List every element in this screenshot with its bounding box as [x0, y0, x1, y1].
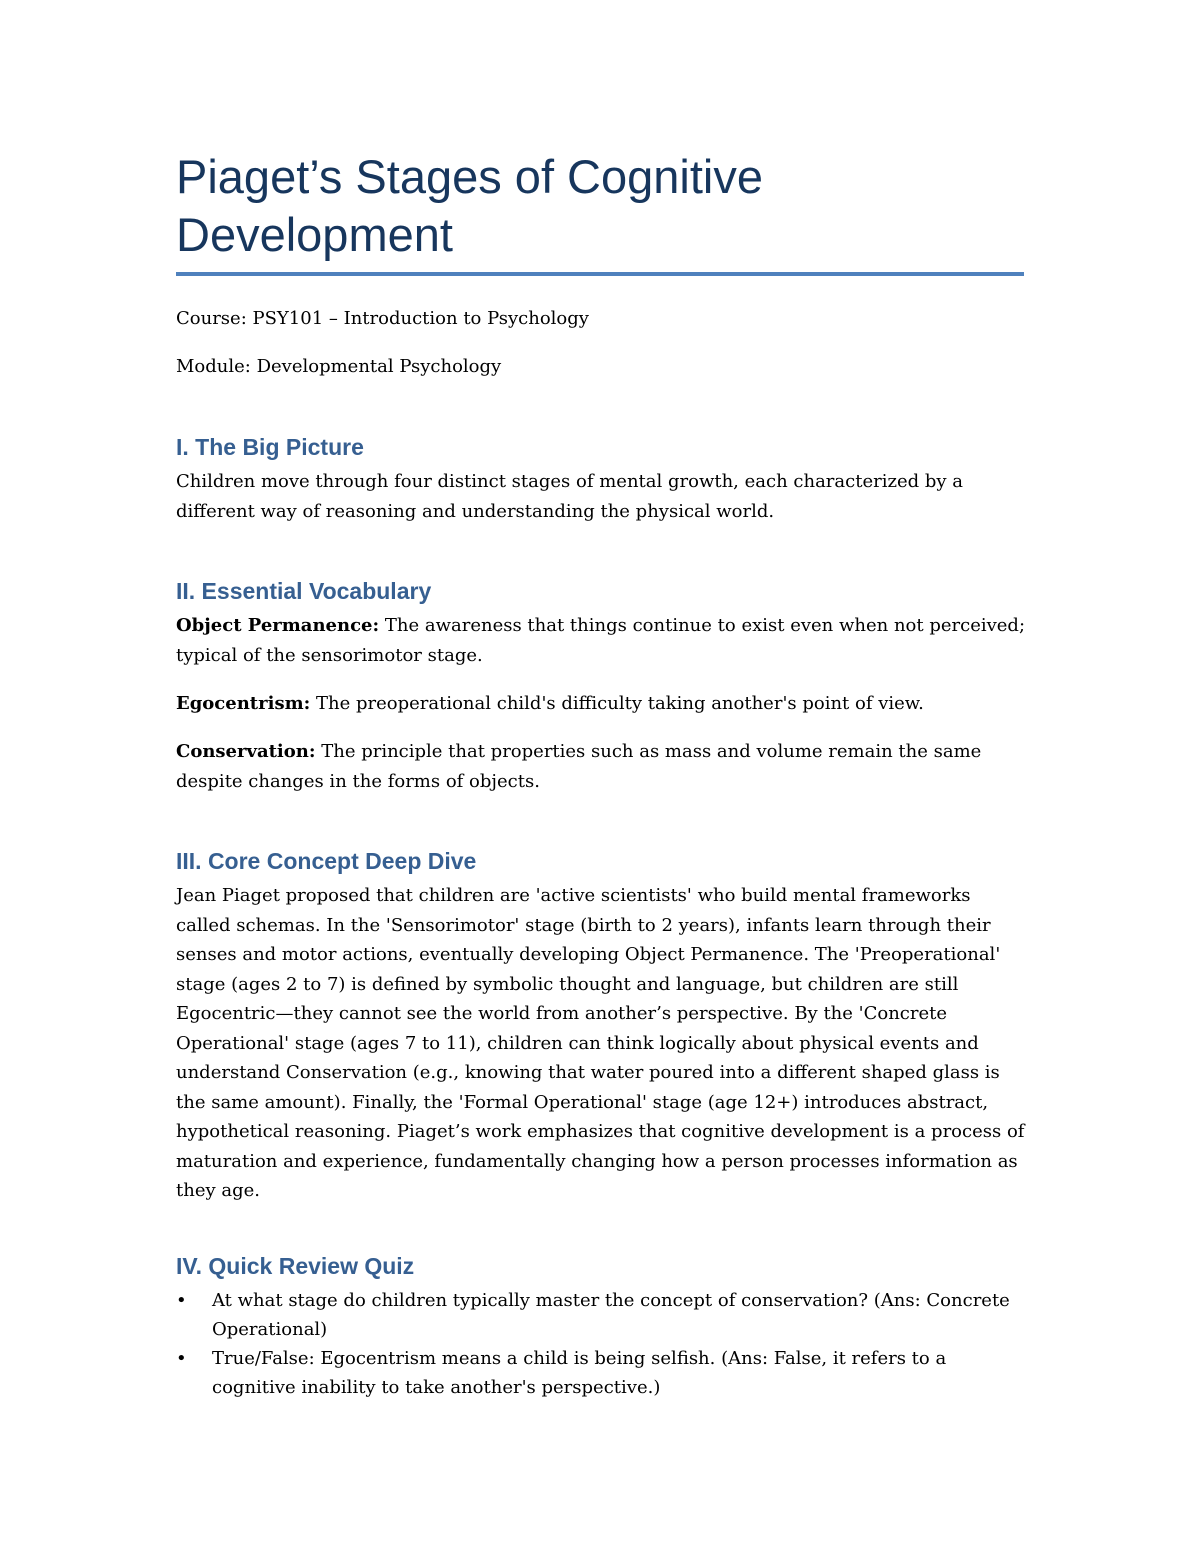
section-heading-quiz: IV. Quick Review Quiz	[176, 1253, 415, 1279]
course-line: Course: PSY101 – Introduction to Psychology	[176, 308, 589, 329]
vocab-definition: The principle that properties such as mass and volume remain the same despite changes in the forms of objects.	[176, 741, 982, 792]
vocab-definition: The awareness that things continue to exist even when not perceived; typical of the sensorimotor stage.	[176, 615, 1026, 666]
quiz-item	[176, 1344, 1026, 1402]
title-underline	[176, 272, 1024, 276]
vocab-entry-egocentrism	[176, 689, 1026, 719]
vocab-term: Conservation:	[176, 741, 316, 762]
document-title: Piaget’s Stages of Cognitive Development	[176, 150, 763, 261]
vocab-entry-object-permanence	[176, 611, 1026, 670]
big-picture-text: Children move through four distinct stages of mental growth, each characterized by a different way of reasoning and understanding the physical world.	[176, 471, 963, 522]
section-heading-vocabulary: II. Essential Vocabulary	[176, 578, 432, 604]
vocab-term: Egocentrism:	[176, 693, 311, 714]
deep-dive-text: Jean Piaget proposed that children are 'active scientists' who build mental frameworks called schemas. In the 'Sensorimotor' stage (birth to 2 years), infants learn through their senses and motor actions, eventually developing Object Permanence. The 'Preoperational' stage (ages 2 to 7) is defined by symbolic thought and language, but children are still Egocentric—they cannot see the world from another’s perspective. By the 'Concrete Operational' stage (ages 7 to 11), children can think logically about physical events and understand Conservation (e.g., knowing that water poured into a different shaped glass is the same amount). Finally, the 'Formal Operational' stage (age 12+) introduces abstract, hypothetical reasoning. Piaget’s work emphasizes that cognitive development is a process of maturation and experience, fundamentally changing how a person processes information as they age.	[176, 885, 1025, 1201]
quiz-question: At what stage do children typically master the concept of conservation? (Ans: Concrete Operational)	[212, 1290, 1010, 1340]
section-heading-big-picture: I. The Big Picture	[176, 434, 364, 460]
quiz-item	[176, 1286, 1026, 1344]
vocab-entry-conservation	[176, 737, 1026, 796]
bullet-icon: •	[176, 1348, 187, 1369]
vocab-definition: The preoperational child's difficulty taking another's point of view.	[310, 693, 924, 714]
quiz-question: True/False: Egocentrism means a child is being selfish. (Ans: False, it refers to a cognitive inability to take another's perspective.)	[212, 1348, 947, 1398]
section-heading-deep-dive: III. Core Concept Deep Dive	[176, 848, 477, 874]
bullet-icon: •	[176, 1290, 187, 1311]
module-line: Module: Developmental Psychology	[176, 356, 502, 377]
vocab-term: Object Permanence:	[176, 615, 380, 636]
quiz-list	[176, 1286, 1026, 1402]
